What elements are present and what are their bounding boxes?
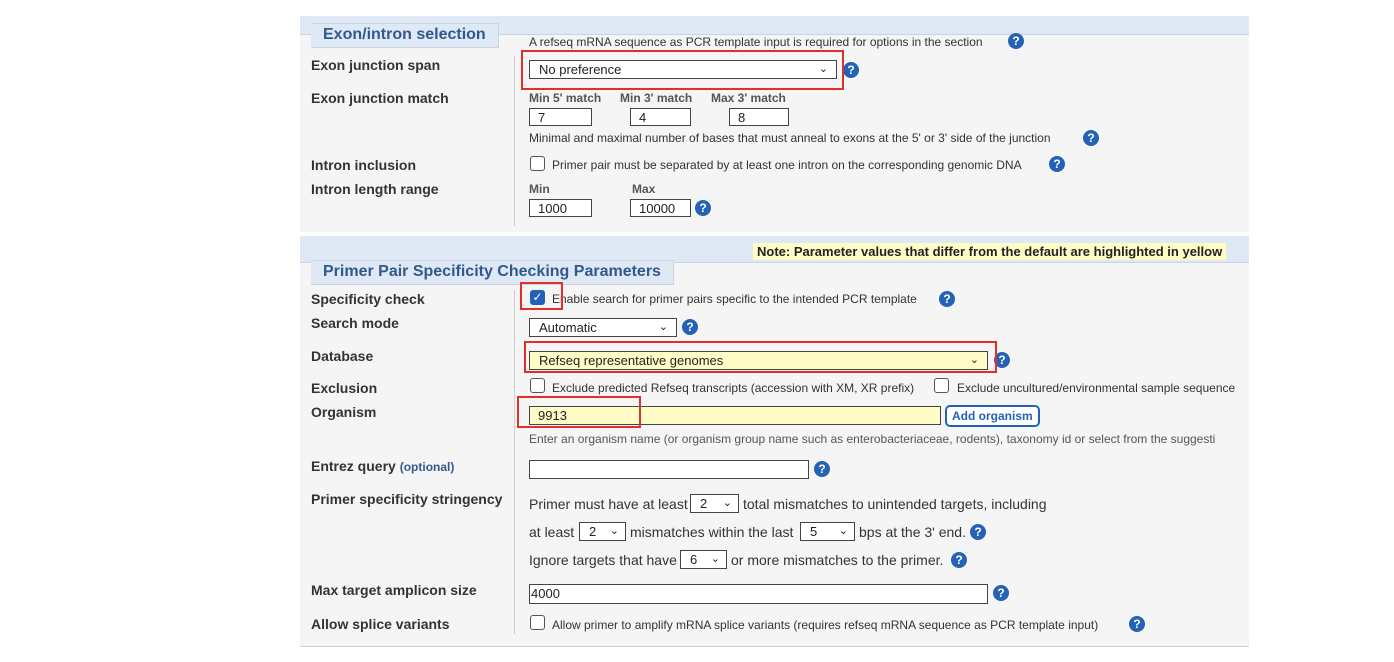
intron-min-input[interactable]: 1000 [529, 199, 592, 217]
min3-label: Min 3' match [620, 91, 693, 105]
splice-variants-text: Allow primer to amplify mRNA splice variants (requires refseq mRNA sequence as PCR template input) [552, 618, 1099, 632]
help-icon[interactable]: ? [843, 62, 859, 78]
exon-section-note: A refseq mRNA sequence as PCR template input is required for options in the section [529, 35, 983, 49]
chevron-down-icon: ⌄ [818, 63, 828, 75]
exclude-uncultured-text: Exclude uncultured/environmental sample sequence [957, 381, 1236, 395]
min3-input[interactable]: 4 [630, 108, 691, 126]
stringency-line3-pre: Ignore targets that have [529, 552, 677, 568]
help-icon[interactable]: ? [1008, 33, 1024, 49]
highlight-box [521, 50, 844, 90]
ignore-targets-value: 6 [690, 552, 698, 567]
stringency-line2-mid: mismatches within the last [630, 524, 794, 540]
intron-inclusion-checkbox[interactable] [530, 156, 545, 171]
exon-section-title: Exon/intron selection [311, 23, 499, 48]
intron-length-label: Intron length range [311, 181, 439, 197]
three-prime-mismatch-value: 2 [589, 524, 597, 539]
search-mode-select[interactable] [529, 318, 677, 337]
chevron-down-icon: ⌄ [838, 525, 848, 537]
help-icon[interactable]: ? [1049, 156, 1065, 172]
chevron-down-icon: ⌄ [722, 497, 732, 509]
highlight-box [517, 396, 641, 428]
exclude-predicted-checkbox[interactable] [530, 378, 545, 393]
max3-label: Max 3' match [711, 91, 786, 105]
max3-input[interactable]: 8 [729, 108, 789, 126]
exon-junction-match-label: Exon junction match [311, 90, 449, 106]
entrez-query-label-text: Entrez query [311, 458, 396, 474]
help-icon[interactable]: ? [1129, 616, 1145, 632]
stringency-label: Primer specificity stringency [311, 491, 503, 507]
database-value: Refseq representative genomes [539, 353, 724, 368]
chevron-down-icon: ⌄ [658, 321, 668, 333]
highlight-box [520, 282, 563, 310]
intron-max-label: Max [632, 182, 656, 196]
intron-min-label: Min [529, 182, 550, 196]
help-icon[interactable]: ? [1083, 130, 1099, 146]
intron-max-input[interactable]: 10000 [630, 199, 691, 217]
exclusion-label: Exclusion [311, 380, 378, 396]
exclude-predicted-text: Exclude predicted Refseq transcripts (accession with XM, XR prefix) [552, 381, 915, 395]
database-label: Database [311, 348, 374, 364]
stringency-line1-pre: Primer must have at least [529, 496, 688, 512]
stringency-line2-pre: at least [529, 524, 575, 540]
junction-match-help-text: Minimal and maximal number of bases that must anneal to exons at the 5' or 3' side of the junction [529, 131, 1051, 145]
help-icon[interactable]: ? [939, 291, 955, 307]
entrez-query-label [311, 458, 454, 474]
specificity-check-checkbox[interactable]: ✓ [530, 290, 545, 305]
three-prime-mismatch-select[interactable] [579, 522, 626, 541]
column-divider [514, 56, 515, 226]
max-amplicon-input[interactable]: 4000 [529, 584, 988, 604]
search-mode-value: Automatic [539, 320, 597, 335]
specificity-check-text: Enable search for primer pairs specific to the intended PCR template [552, 292, 917, 306]
splice-variants-label: Allow splice variants [311, 616, 450, 632]
exon-junction-span-value: No preference [539, 62, 622, 77]
last-bps-value: 5 [810, 524, 818, 539]
specificity-check-label: Specificity check [311, 291, 425, 307]
exclude-uncultured-checkbox[interactable] [934, 378, 949, 393]
intron-inclusion-label: Intron inclusion [311, 157, 416, 173]
intron-inclusion-text: Primer pair must be separated by at least one intron on the corresponding genomic DNA [552, 158, 1022, 172]
stringency-line2-post: bps at the 3' end. [859, 524, 966, 540]
column-divider [514, 290, 515, 634]
last-bps-select[interactable] [800, 522, 855, 541]
help-icon[interactable]: ? [695, 200, 711, 216]
chevron-down-icon: ⌄ [969, 354, 979, 366]
help-icon[interactable]: ? [970, 524, 986, 540]
help-icon[interactable]: ? [951, 552, 967, 568]
stringency-line3-post: or more mismatches to the primer. [731, 552, 944, 568]
min5-input[interactable]: 7 [529, 108, 592, 126]
help-icon[interactable]: ? [814, 461, 830, 477]
add-organism-button[interactable]: Add organism [945, 405, 1040, 427]
total-mismatch-select[interactable] [690, 494, 739, 513]
default-highlight-note: Note: Parameter values that differ from the default are highlighted in yellow [753, 243, 1226, 260]
help-icon[interactable]: ? [994, 352, 1010, 368]
entrez-query-input[interactable] [529, 460, 809, 479]
splice-variants-checkbox[interactable] [530, 615, 545, 630]
highlight-box [524, 341, 997, 373]
chevron-down-icon: ⌄ [609, 525, 619, 537]
max-amplicon-label: Max target amplicon size [311, 582, 477, 598]
help-icon[interactable]: ? [993, 585, 1009, 601]
organism-input[interactable]: 9913 [529, 406, 941, 425]
search-mode-label: Search mode [311, 315, 399, 331]
optional-tag: (optional) [399, 460, 455, 474]
exon-junction-span-label: Exon junction span [311, 57, 441, 73]
stringency-line1-post: total mismatches to unintended targets, including [743, 496, 1047, 512]
chevron-down-icon: ⌄ [710, 553, 720, 565]
ignore-targets-select[interactable] [680, 550, 727, 569]
help-icon[interactable]: ? [682, 319, 698, 335]
specificity-section-title: Primer Pair Specificity Checking Parameters [311, 260, 674, 285]
min5-label: Min 5' match [529, 91, 602, 105]
organism-label: Organism [311, 404, 377, 420]
total-mismatch-value: 2 [700, 496, 708, 511]
organism-help-text: Enter an organism name (or organism group name such as enterobacteriaceae, rodents), taxonomy id or select from the suggesti [529, 432, 1216, 446]
